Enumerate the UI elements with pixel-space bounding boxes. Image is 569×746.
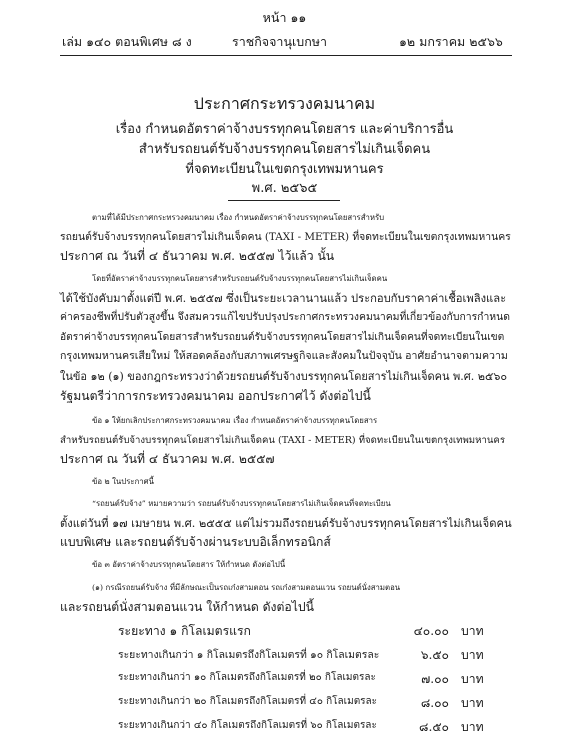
text-line: ได้ใช้บังคับมาตั้งแต่ปี พ.ศ. ๒๕๕๗ ซึ่งเป็นระยะเวลานานแล้ว ประกอบกับราคาค่าเชื้อเพลิงและ: [60, 291, 507, 305]
text-line: ข้อ ๒ ในประกาศนี้: [92, 477, 154, 486]
paragraph-reason: [60, 269, 512, 406]
text-line: (๑) กรณีรถยนต์รับจ้าง ที่มีลักษณะเป็นรถเก๋งสามตอน รถเก๋งสามตอนแวน รถยนต์นั่งสามตอน: [92, 583, 401, 592]
text-line: อัตราค่าจ้างบรรทุกคนโดยสารสำหรับรถยนต์รับจ้างบรรทุกคนโดยสารไม่เกินเจ็ดคนที่จดทะเบียนในเขต: [60, 331, 505, 343]
rate-value: ๘.๕๐: [419, 720, 449, 734]
text-line: ประกาศ ณ วันที่ ๔ ธันวาคม พ.ศ. ๒๕๕๗: [60, 452, 275, 467]
subject-line: พ.ศ. ๒๕๖๕: [251, 181, 318, 196]
gazette-date: ๑๒ มกราคม ๒๕๖๖: [399, 34, 503, 49]
text-line: กรุงเทพมหานครเสียใหม่ ให้สอดคล้องกับสภาพเศรษฐกิจและสังคมในปัจจุบัน อาศัยอำนาจตามความ: [60, 350, 508, 363]
text-line: ค่าครองชีพที่ปรับตัวสูงขึ้น จึงสมควรแก้ไขปรับปรุงประกาศกระทรวงคมนาคมที่เกี่ยวข้องกับการกำหนด: [60, 311, 510, 324]
rate-unit: บาท: [461, 672, 484, 686]
text-line: ในข้อ ๑๒ (๑) ของกฎกระทรวงว่าด้วยรถยนต์รับจ้างบรรทุกคนโดยสารไม่เกินเจ็ดคน พ.ศ. ๒๕๖๐: [60, 369, 508, 383]
subject-line: ที่จดทะเบียนในเขตกรุงเทพมหานคร: [185, 162, 384, 177]
rate-label: ระยะทางเกินกว่า ๒๐ กิโลเมตรถึงกิโลเมตรที่ ๔๐ กิโลเมตรละ: [118, 696, 378, 707]
text-line: และรถยนต์นั่งสามตอนแวน ให้กำหนด ดังต่อไปนี้: [60, 599, 314, 614]
title-rule: [228, 200, 340, 201]
text-line: “รถยนต์รับจ้าง” หมายความว่า รถยนต์รับจ้างบรรทุกคนโดยสารไม่เกินเจ็ดคนที่จดทะเบียน: [92, 499, 391, 508]
rate-value: ๘.๐๐: [420, 696, 449, 710]
rate-label: ระยะทาง ๑ กิโลเมตรแรก: [118, 624, 251, 638]
text-line: ประกาศ ณ วันที่ ๔ ธันวาคม พ.ศ. ๒๕๕๗ ไว้แล้ว นั้น: [60, 249, 335, 264]
volume-info: เล่ม ๑๔๐ ตอนพิเศษ ๘ ง: [62, 34, 192, 49]
text-line: รัฐมนตรีว่าการกระทรวงคมนาคม ออกประกาศไว้ ดังต่อไปนี้: [60, 388, 371, 403]
rate-label: ระยะทางเกินกว่า ๔๐ กิโลเมตรถึงกิโลเมตรที่ ๖๐ กิโลเมตรละ: [118, 720, 377, 731]
gazette-name: ราชกิจจานุเบกษา: [232, 34, 328, 49]
text-line: แบบพิเศษ และรถยนต์รับจ้างผ่านระบบอิเล็กทรอนิกส์: [60, 535, 331, 550]
announcement-title: ประกาศกระทรวงคมนาคม: [193, 94, 376, 113]
rate-label: ระยะทางเกินกว่า ๑๐ กิโลเมตรถึงกิโลเมตรที่ ๒๐ กิโลเมตรละ: [118, 672, 376, 683]
text-line: รถยนต์รับจ้างบรรทุกคนโดยสารไม่เกินเจ็ดคน (TAXI - METER) ที่จดทะเบียนในเขตกรุงเทพมหานคร: [60, 230, 511, 243]
clause-1: [60, 411, 512, 470]
text-line: ตามที่ได้มีประกาศกระทรวงคมนาคม เรื่อง กำหนดอัตราค่าจ้างบรรทุกคนโดยสารสำหรับ: [92, 213, 385, 222]
subject-line: เรื่อง กำหนดอัตราค่าจ้างบรรทุกคนโดยสาร และค่าบริการอื่น: [115, 122, 454, 137]
rate-unit: บาท: [461, 720, 484, 734]
rate-value: ๖.๕๐: [420, 648, 449, 662]
text-line: ข้อ ๑ ให้ยกเลิกประกาศกระทรวงคมนาคม เรื่อง กำหนดอัตราค่าจ้างบรรทุกคนโดยสาร: [92, 416, 378, 425]
text-line: ข้อ ๓ อัตราค่าจ้างบรรทุกคนโดยสาร ให้กำหนด ดังต่อไปนี้: [92, 560, 286, 569]
rate-value: ๔๐.๐๐: [413, 624, 449, 638]
text-line: ตั้งแต่วันที่ ๑๗ เมษายน พ.ศ. ๒๕๕๕ แต่ไม่รวมถึงรถยนต์รับจ้างบรรทุกคนโดยสารไม่เกินเจ็ดคน: [60, 516, 512, 530]
clause-2: [60, 472, 512, 492]
header-rule: [60, 55, 512, 56]
page-number: หน้า ๑๑: [262, 10, 307, 25]
rate-unit: บาท: [461, 624, 484, 638]
text-line: สำหรับรถยนต์รับจ้างบรรทุกคนโดยสารไม่เกินเจ็ดคน (TAXI - METER) ที่จดทะเบียนในเขตกรุงเทพมหานคร: [60, 434, 505, 446]
rate-label: ระยะทางเกินกว่า ๑ กิโลเมตรถึงกิโลเมตรที่ ๑๐ กิโลเมตรละ: [118, 649, 380, 661]
clause-3: [60, 555, 512, 575]
subject-line: สำหรับรถยนต์รับจ้างบรรทุกคนโดยสารไม่เกินเจ็ดคน: [138, 142, 431, 157]
subclause-1: [60, 578, 512, 617]
rate-unit: บาท: [461, 648, 484, 662]
text-line: โดยที่อัตราค่าจ้างบรรทุกคนโดยสารสำหรับรถยนต์รับจ้างบรรทุกคนโดยสารไม่เกินเจ็ดคน: [92, 274, 388, 283]
definition-paragraph: [60, 494, 512, 553]
rate-value: ๗.๐๐: [421, 672, 449, 686]
rate-unit: บาท: [461, 696, 484, 710]
paragraph-preamble: [60, 208, 512, 267]
